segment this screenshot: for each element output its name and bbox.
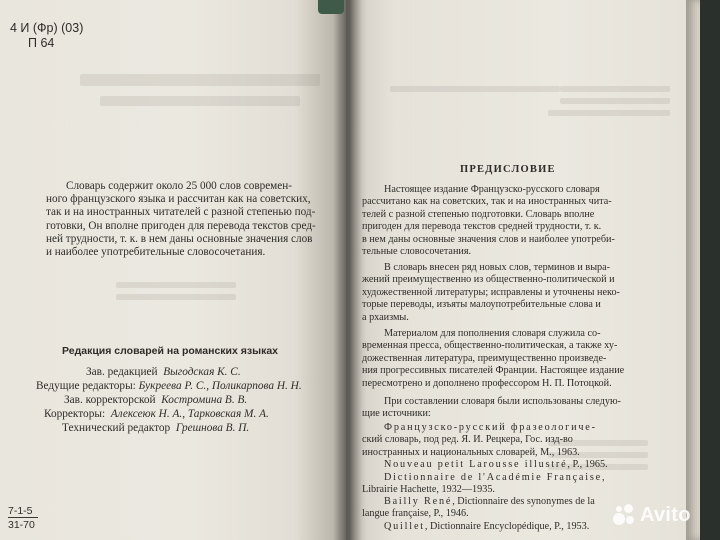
credit-role: Зав. редакцией (86, 366, 158, 378)
show-through-title (80, 74, 320, 86)
source-entry (362, 459, 678, 471)
annotation-paragraph (46, 180, 326, 259)
show-through-mark (116, 294, 236, 300)
text-line: а рхаизмы. (362, 311, 409, 323)
credit-names: Грешнова В. П. (175, 422, 250, 434)
text-line: жений преимущественно из общественно-политической и (362, 274, 615, 286)
preface-paragraph-2 (362, 262, 678, 324)
preface-paragraph-4 (362, 396, 678, 421)
source-tail: , Dictionnaire des synonymes de la (452, 496, 595, 507)
credit-line (62, 422, 249, 435)
text-line: временная пресса, общественно-политическая, а также ху- (362, 340, 618, 352)
text-line: пригоден для перевода текстов средней трудности, т. к. (362, 221, 602, 233)
source-title: Французско-русский фразеологиче- (384, 422, 597, 433)
catalog-code: 4 И (Фр) (03) (10, 21, 84, 35)
text-line: в нем даны основные значения слов и наиболее употреби- (362, 233, 615, 245)
avito-logo-icon (612, 503, 636, 527)
book-spine (334, 0, 362, 540)
text-line: тельные словосочетания. (362, 246, 472, 258)
source-entry (362, 472, 678, 484)
source-title: Nouveau petit Larousse illustré (384, 459, 568, 471)
credit-role: Ведущие редакторы: (36, 380, 136, 392)
credit-line (64, 394, 247, 407)
annotation-line: ней трудности, т. к. в нем даны основные значения слов (46, 232, 313, 245)
show-through-subtitle (100, 96, 300, 106)
annotation-line: и наиболее употребительные словосочетания. (46, 246, 266, 259)
annotation-line: так и на иностранных читателей с разной степенью под- (46, 206, 316, 219)
credit-role: Корректоры: (44, 408, 106, 420)
credit-role: Зав. корректорской (64, 394, 156, 406)
show-through-mark (390, 86, 560, 92)
avito-watermark (612, 502, 691, 528)
text-line: Материалом для пополнения словаря служила со- (384, 328, 601, 339)
show-through-mark (560, 98, 670, 104)
credit-names: Костромина В. В. (161, 394, 248, 406)
annotation-line: Словарь содержит около 25 000 слов современ- (66, 180, 292, 192)
book-cover-edge (700, 0, 720, 540)
imprint-bottom: 31-70 (8, 519, 35, 531)
credit-line (44, 408, 269, 421)
credit-names: Алексеюк Н. А., Тарковская М. А. (110, 408, 269, 420)
text-line: рассчитано как на советских, так и на иностранных чита- (362, 196, 612, 208)
source-tail: , P., 1965. (567, 459, 608, 471)
text-line: дожественная литература, преимущественно произведе- (362, 352, 607, 364)
text-line: ния прогрессивных писателей Франции. Настоящее издание (362, 365, 625, 377)
credit-line (86, 366, 241, 379)
preface-paragraph-3 (362, 328, 678, 390)
source-title: Bailly René (384, 496, 453, 507)
text-line: торые переводы, изъяты малоупотребительные слова и (362, 299, 601, 311)
preface-paragraph-1 (362, 184, 678, 258)
imprint-top: 7-1-5 (8, 505, 33, 517)
text-line: В словарь внесен ряд новых слов, терминов и выра- (384, 262, 611, 273)
credit-line (36, 380, 302, 393)
text-line: художественной литературы; исправлены и уточнены неко- (362, 286, 620, 298)
editorial-office: Редакция словарей на романских языках (62, 345, 279, 357)
text-line: щие источники: (362, 408, 431, 420)
credit-names: Букреева Р. С., Поликарпова Н. Н. (138, 380, 302, 392)
show-through-mark (548, 110, 670, 116)
source-continuation: langue française, P., 1946. (362, 508, 469, 520)
annotation-line: ного французского языка и рассчитан как на советских, (46, 193, 311, 206)
imprint-divider (8, 517, 38, 518)
source-continuation: ский словарь, под ред. Я. И. Рецкера, Гос. изд-во (362, 434, 573, 446)
index-code: П 64 (28, 36, 55, 50)
text-line: Настоящее издание Французско-русского словаря (384, 184, 600, 195)
bookmark-ribbon (318, 0, 344, 14)
text-line: телей с разной степенью подготовки. Словарь вполне (362, 208, 595, 220)
preface-heading: ПРЕДИСЛОВИЕ (460, 164, 556, 175)
show-through-mark (116, 282, 236, 288)
watermark-text: Avito (640, 503, 691, 526)
credit-names: Выгодская К. С. (163, 366, 241, 378)
source-title: Quillet (384, 521, 425, 532)
source-continuation: иностранных и национальных словарей, М., 1963. (362, 446, 580, 458)
source-continuation: Librairie Hachette, 1932—1935. (362, 484, 495, 496)
annotation-line: готовки, Он вполне пригоден для перевода текстов сред- (46, 219, 316, 232)
source-entry (362, 422, 678, 434)
sources-list (362, 422, 678, 496)
source-title: Dictionnaire de l'Académie Française, (384, 471, 607, 483)
credit-role: Технический редактор (62, 422, 171, 434)
text-line: При составлении словаря были использованы следую- (384, 396, 621, 407)
show-through-mark (560, 86, 670, 92)
text-line: пересмотрено и дополнено профессором Н. П. Потоцкой. (362, 377, 612, 389)
source-tail: , Dictionnaire Encyclopédique, P., 1953. (424, 521, 590, 532)
